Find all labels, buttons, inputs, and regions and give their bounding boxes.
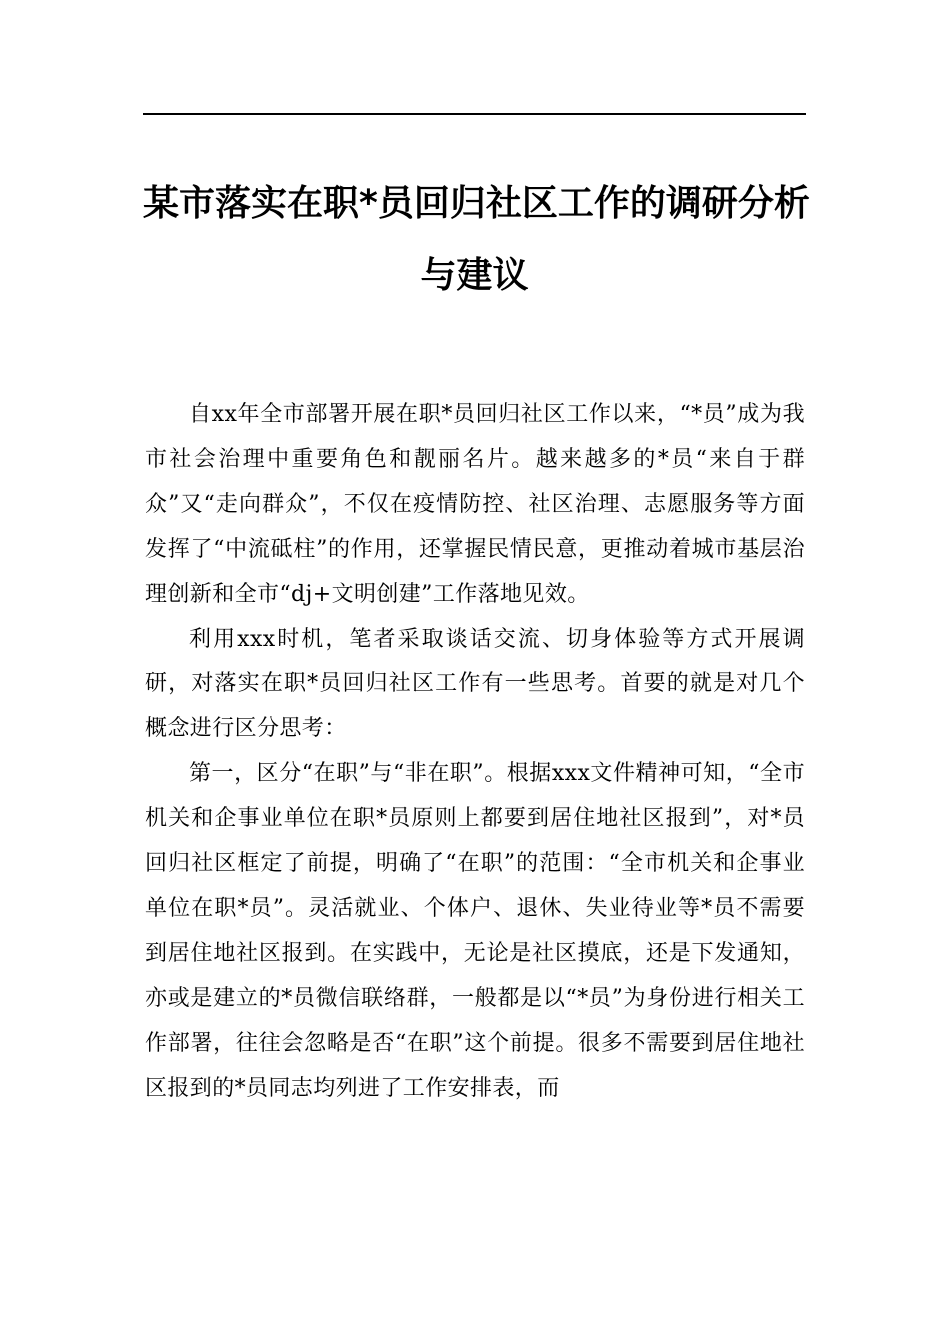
- document-body: [145, 393, 805, 1112]
- title-line-1: 某市落实在职*员回归社区工作的调研分析: [143, 183, 810, 224]
- paragraph-research: 利用xxx时机，笔者采取谈话交流、切身体验等方式开展调研，对落实在职*员回归社区工作有一些思考。首要的就是对几个概念进行区分思考：: [145, 626, 805, 742]
- document-title: [143, 168, 810, 312]
- title-line-2: 与建议: [420, 255, 529, 296]
- header-rule: [143, 113, 806, 115]
- paragraph-intro: 自xx年全市部署开展在职*员回归社区工作以来，“*员”成为我市社会治理中重要角色和靓丽名片。越来越多的*员“来自于群众”又“走向群众”，不仅在疫情防控、社区治理、志愿服务等方面发挥了“中流砥柱”的作用，还掌握民情民意，更推动着城市基层治理创新和全市“dj+文明创建”工作落地见效。: [145, 402, 805, 607]
- paragraph-first-point: 第一，区分“在职”与“非在职”。根据xxx文件精神可知，“全市机关和企事业单位在职*员原则上都要到居住地社区报到”，对*员回归社区框定了前提，明确了“在职”的范围：“全市机关和企事业单位在职*员”。灵活就业、个体户、退休、失业待业等*员不需要到居住地社区报到。在实践中，无论是社区摸底，还是下发通知，亦或是建立的*员微信联络群，一般都是以“*员”为身份进行相关工作部署，往往会忽略是否“在职”这个前提。很多不需要到居住地社区报到的*员同志均列进了工作安排表，而: [145, 761, 805, 1101]
